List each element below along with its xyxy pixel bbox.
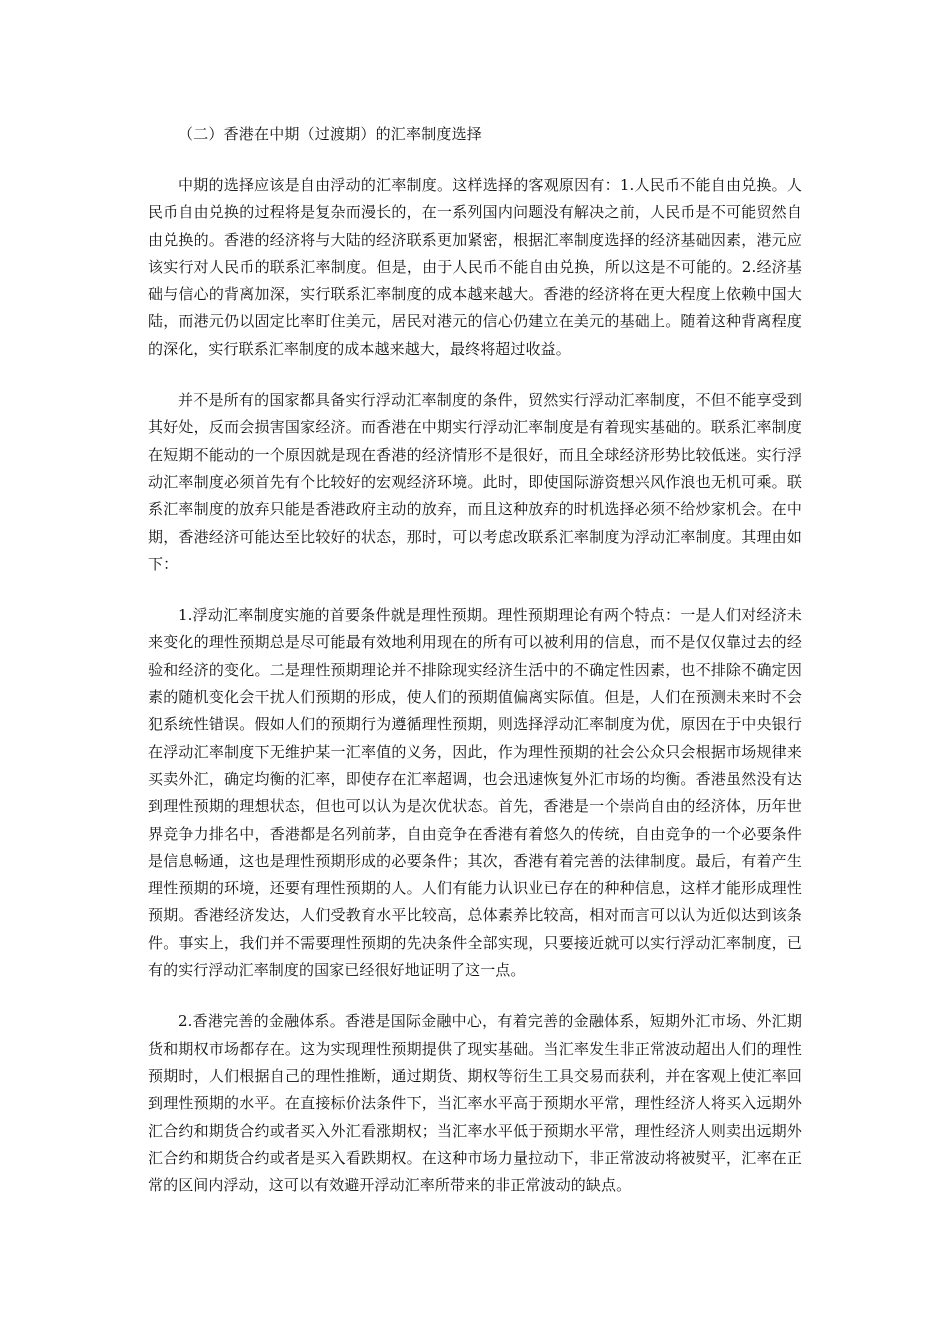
paragraph-2: 并不是所有的国家都具备实行浮动汇率制度的条件，贸然实行浮动汇率制度，不但不能享受到其好处，反而会损害国家经济。而香港在中期实行浮动汇率制度是有着现实基础的。联系汇率制度在短期不能动的一个原因就是现在香港的经济情形不是很好，而且全球经济形势比较低迷。实行浮动汇率制度必须首先有个比较好的宏观经济环境。此时，即使国际游资想兴风作浪也无机可乘。联系汇率制度的放弃只能是香港政府主动的放弃，而且这种放弃的时机选择必须不给炒家机会。在中期，香港经济可能达至比较好的状态，那时，可以考虑改联系汇率制度为浮动汇率制度。其理由如下： [148, 391, 802, 573]
paragraph-4: 2.香港完善的金融体系。香港是国际金融中心，有着完善的金融体系，短期外汇市场、外汇期货和期权市场都存在。这为实现理性预期提供了现实基础。当汇率发生非正常波动超出人们的理性预期时，人们根据自己的理性推断，通过期货、期权等衍生工具交易而获利，并在客观上使汇率回到理性预期的水平。在直接标价法条件下，当汇率水平高于预期水平常，理性经济人将买入远期外汇合约和期货合约或者买入外汇看涨期权；当汇率水平低于预期水平常，理性经济人则卖出远期外汇合约和期货合约或者是买入看跌期权。在这种市场力量拉动下，非正常波动将被熨平，汇率在正常的区间内浮动，这可以有效避开浮动汇率所带来的非正常波动的缺点。 [148, 1012, 802, 1195]
paragraph-3: 1.浮动汇率制度实施的首要条件就是理性预期。理性预期理论有两个特点：一是人们对经济未来变化的理性预期总是尽可能最有效地利用现在的所有可以被利用的信息，而不是仅仅靠过去的经验和经济的变化。二是理性预期理论并不排除现实经济生活中的不确定性因素，也不排除不确定因素的随机变化会干扰人们预期的形成，使人们的预期值偏离实际值。但是，人们在预测未来时不会犯系统性错误。假如人们的预期行为遵循理性预期，则选择浮动汇率制度为优，原因在于中央银行在浮动汇率制度下无维护某一汇率值的义务，因此，作为理性预期的社会公众只会根据市场规律来买卖外汇，确定均衡的汇率，即使存在汇率超调，也会迅速恢复外汇市场的均衡。香港虽然没有达到理性预期的理想状态，但也可以认为是次优状态。首先，香港是一个崇尚自由的经济体，历年世界竞争力排名中，香港都是名列前茅，自由竞争在香港有着悠久的传统，自由竞争的一个必要条件是信息畅通，这也是理性预期形成的必要条件；其次，香港有着完善的法律制度。最后，有着产生理性预期的环境，还要有理性预期的人。人们有能力认识业已存在的种种信息，这样才能形成理性预期。香港经济发达，人们受教育水平比较高，总体素养比较高，相对而言可以认为近似达到该条件。事实上，我们并不需要理性预期的先决条件全部实现，只要接近就可以实行浮动汇率制度，已有的实行浮动汇率制度的国家已经很好地证明了这一点。 [148, 606, 802, 980]
paragraph-1: 中期的选择应该是自由浮动的汇率制度。这样选择的客观原因有：1.人民币不能自由兑换。人民币自由兑换的过程将是复杂而漫长的，在一系列国内问题没有解决之前，人民币是不可能贸然自由兑换的。香港的经济将与大陆的经济联系更加紧密，根据汇率制度选择的经济基础因素，港元应该实行对人民币的联系汇率制度。但是，由于人民币不能自由兑换，所以这是不可能的。2.经济基础与信心的背离加深，实行联系汇率制度的成本越来越大。香港的经济将在更大程度上依赖中国大陆，而港元仍以固定比率盯住美元，居民对港元的信心仍建立在美元的基础上。随着这种背离程度的深化，实行联系汇率制度的成本越来越大，最终将超过收益。 [148, 176, 802, 358]
document-body [148, 120, 802, 1223]
section-heading: （二）香港在中期（过渡期）的汇率制度选择 [178, 125, 483, 143]
